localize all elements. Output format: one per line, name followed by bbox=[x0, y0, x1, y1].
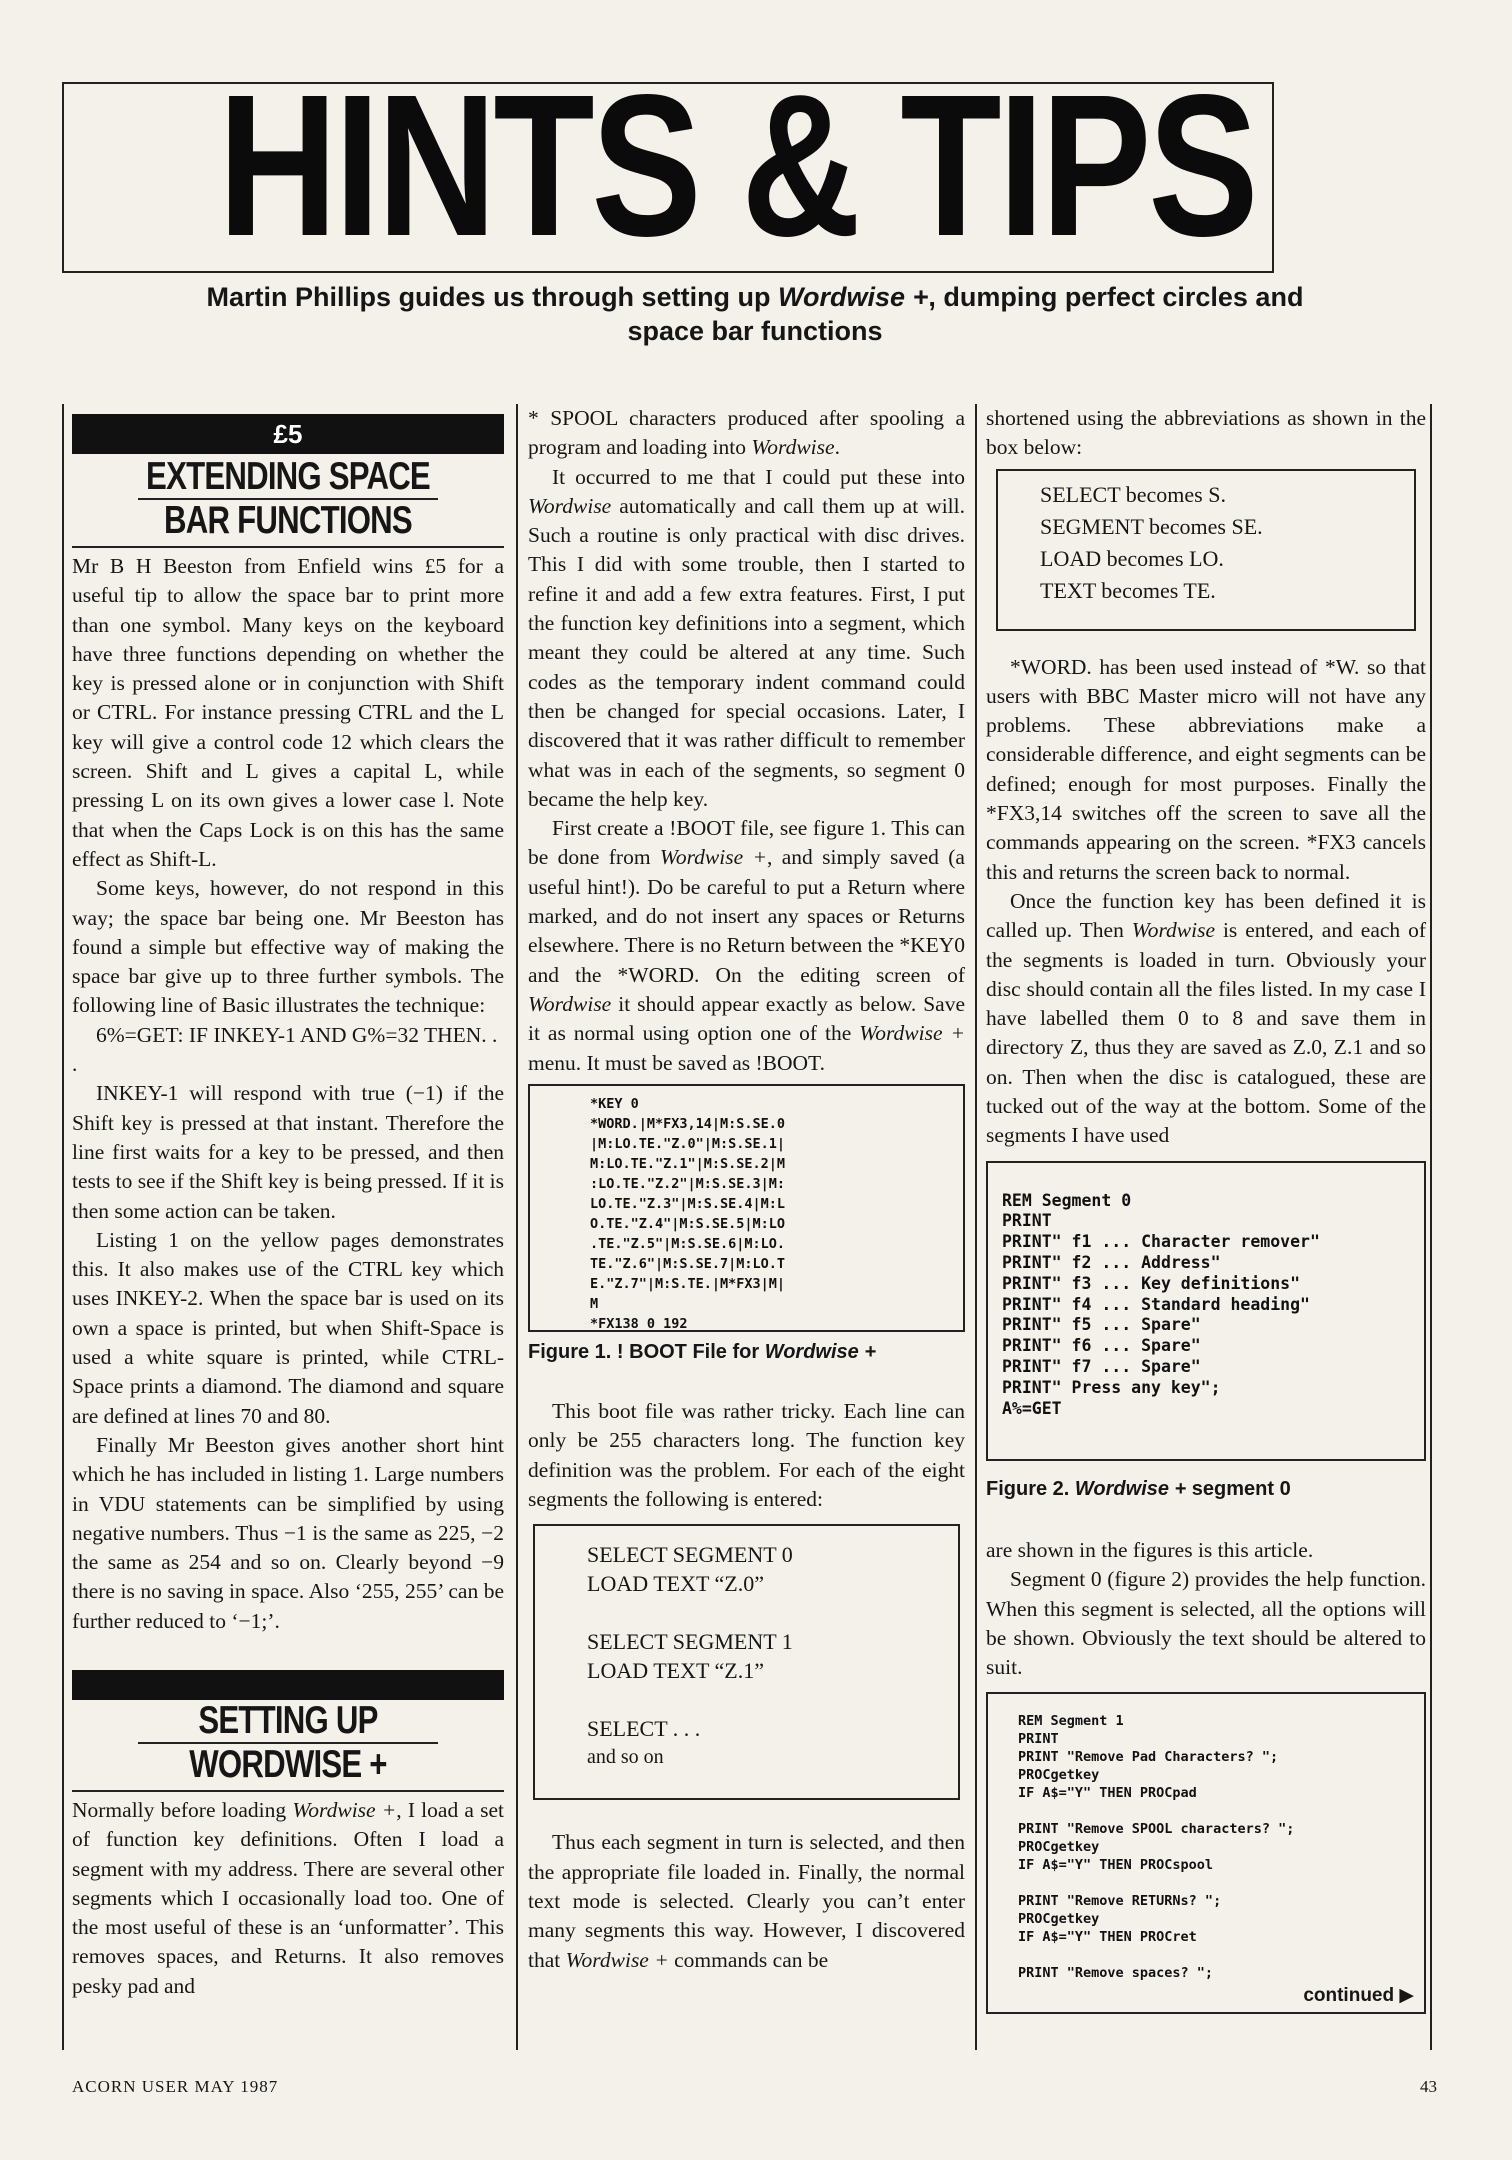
box-spacer bbox=[587, 1685, 958, 1714]
page-number: 43 bbox=[1420, 2077, 1437, 2096]
paragraph: are shown in the figures is this article. bbox=[986, 1537, 1314, 1562]
abbr-line: SEGMENT becomes SE. bbox=[1040, 513, 1263, 539]
segment-1-listing-box bbox=[986, 1692, 1426, 2014]
column-rule bbox=[516, 404, 518, 2050]
paragraph: This boot file was rather tricky. Each line can only be 255 characters long. The function key definition was the problem. For each of the eight segments the following is entered: bbox=[528, 1399, 965, 1512]
paragraph: It occurred to me that I could put these into Wordwise automatically and call them up at will. Such a routine is only practical with disc drives. This I did with some trouble, then I started to refine it and add a few extra features. First, I put the function key definitions into a segment, which meant they could be altered at any time. Such codes as the temporary indent command could then be changed for special occasions. Later, I discovered that it was rather difficult to remember what was in each of the segments, so segment 0 became the help key. bbox=[528, 464, 965, 811]
section-heading bbox=[115, 456, 461, 498]
paragraph: Finally Mr Beeston gives another short hint which he has included in listing 1. Large numbers in VDU statements can be simplified by using negative numbers. Thus −1 is the same as 225, −2 the same as 254 and so on. Clearly beyond −9 there is no saving in space. Also ‘255, 255’ can be further reduced to ‘−1;’. bbox=[72, 1432, 504, 1633]
paragraph: Normally before loading Wordwise +, I load a set of function key definitions. Often I load a segment with my address. There are several other segments which I occasionally load too. One of the most useful of these is an ‘unformatter’. This removes spaces, and Returns. It also removes pesky pad and bbox=[72, 1797, 504, 1998]
heading-rule bbox=[72, 1790, 504, 1792]
paragraph: shortened using the abbreviations as shown in the box below: bbox=[986, 406, 1426, 460]
figure-2-caption: Figure 2. Wordwise + segment 0 bbox=[986, 1477, 1291, 1500]
paragraph: Listing 1 on the yellow pages demonstrates this. It also makes use of the CTRL key which uses INKEY-2. When the space bar is used on its own a space is printed, but when Shift-Space is used a white square is printed, while CTRL-Space prints a diamond. The diamond and square are defined at lines 70 and 80. bbox=[72, 1227, 504, 1428]
abbreviations-box bbox=[996, 469, 1416, 631]
column-rule bbox=[62, 404, 64, 2050]
box-line: SELECT . . . bbox=[587, 1716, 701, 1742]
figure-1-listing: *KEY 0 *WORD.|M*FX3,14|M:S.SE.0 |M:LO.TE."Z.0"|M:S.SE.1| M:LO.TE."Z.1"|M:S.SE.2|M :LO.TE."Z.2"|M:S.SE.3|M: LO.TE."Z.3"|M:S.SE.4|M:L O.TE."Z.4"|M:S.SE.5|M:LO .TE."Z.5"|M:S.SE.6|M:LO. TE."Z.6"|M:S.SE.7|M:LO.T E."Z.7"|M:S.TE.|M*FX3|M| M *FX138 0 192 bbox=[528, 1084, 965, 1332]
column-2 bbox=[528, 404, 965, 1975]
page-title: HINTS & TIPS bbox=[218, 52, 1256, 278]
paragraph: Once the function key has been defined it is called up. Then Wordwise is entered, and each of the segments is loaded in turn. Obviously your disc should contain all the files listed. In my case I have labelled them 0 to 8 and save them in directory Z, thus they are saved as Z.0, Z.1 and so on. Then when the disc is catalogued, these are tucked out of the way at the bottom. Some of the segments I have used bbox=[986, 888, 1426, 1148]
paragraph: Mr B H Beeston from Enfield wins £5 for a useful tip to allow the space bar to print more than one symbol. Many keys on the keyboard have three functions depending on whether the key is pressed alone or in conjunction with Shift or CTRL. For instance pressing CTRL and the L key will give a control code 12 which clears the screen. Shift and L gives a capital L, while pressing L on its own gives a lower case l. Note that when the Caps Lock is on this has the same effect as Shift-L. bbox=[72, 554, 504, 871]
paragraph: Thus each segment in turn is selected, and then the appropriate file loaded in. Finally, the normal text mode is selected. Clearly you can’t enter many segments this way. However, I discovered that Wordwise + commands can be bbox=[528, 1830, 965, 1972]
prize-bar: £5 bbox=[72, 414, 504, 454]
figure-1-caption: Figure 1. ! BOOT File for Wordwise + bbox=[528, 1340, 877, 1363]
figure-2-listing: REM Segment 0 PRINT PRINT" f1 ... Character remover" PRINT" f2 ... Address" PRINT" f3 ... Key definitions" PRINT" f4 ... Standard heading" PRINT" f5 ... Spare" PRINT" f6 ... Spare" PRINT" f7 ... Spare" PRINT" Press any key"; A%=GET bbox=[986, 1161, 1426, 1461]
box-line: LOAD TEXT “Z.0” bbox=[587, 1571, 764, 1597]
heading-rule bbox=[72, 546, 504, 548]
section-heading bbox=[115, 1700, 461, 1742]
paragraph: Segment 0 (figure 2) provides the help function. When this segment is selected, all the options will be shown. Obviously the text should be altered to suit. bbox=[986, 1567, 1426, 1680]
box-line: and so on bbox=[587, 1746, 664, 1769]
paragraph: First create a !BOOT file, see figure 1. This can be done from Wordwise +, and simply saved (a useful hint!). Do be careful to put a Return where marked, and do not insert any spaces or Returns elsewhere. There is no Return between the *KEY0 and the *WORD. On the editing screen of Wordwise it should appear exactly as below. Save it as normal using option one of the Wordwise + menu. It must be saved as !BOOT. bbox=[528, 816, 965, 1075]
abbr-line: SELECT becomes S. bbox=[1040, 481, 1226, 507]
standfirst: Martin Phillips guides us through setting up Wordwise +, dumping perfect circles and space bar functions bbox=[206, 282, 1304, 346]
paragraph: * SPOOL characters produced after spooling a program and loading into Wordwise. bbox=[528, 406, 965, 460]
section-bar bbox=[72, 1670, 504, 1700]
segment-box bbox=[533, 1524, 960, 1800]
column-rule bbox=[1430, 404, 1432, 2050]
section-heading-2 bbox=[115, 1744, 461, 1786]
section-heading-2 bbox=[115, 500, 461, 542]
column-rule bbox=[975, 404, 977, 2050]
heading-line: SETTING UP bbox=[198, 1698, 378, 1742]
box-spacer bbox=[587, 1598, 958, 1627]
column-3 bbox=[986, 404, 1426, 2014]
abbr-line: TEXT becomes TE. bbox=[1040, 577, 1216, 603]
segment-1-listing: REM Segment 1 PRINT PRINT "Remove Pad Characters? "; PROCgetkey IF A$="Y" THEN PROCpad PRINT "Remove SPOOL characters? "; PROCgetkey IF A$="Y" THEN PROCspool PRINT "Remove RETURNs? "; PROCgetkey IF A$="Y" THEN PROCret PRINT "Remove spaces? "; bbox=[1018, 1713, 1295, 1982]
column-1 bbox=[72, 404, 504, 2001]
paragraph: *WORD. has been used instead of *W. so that users with BBC Master micro will not have any problems. These abbreviations make a considerable difference, and eight segments can be defined; enough for most purposes. Finally the *FX3,14 switches off the screen to save all the commands appearing on the screen. *FX3 cancels this and returns the screen back to normal. bbox=[986, 654, 1426, 884]
paragraph: INKEY-1 will respond with true (−1) if the Shift key is pressed at that instant. Therefore the line first waits for a key to be pressed, and then tests to see if the Shift key is being pressed. If it is then some action can be taken. bbox=[72, 1081, 504, 1223]
heading-line: BAR FUNCTIONS bbox=[164, 499, 412, 542]
continued-label: continued ▶ bbox=[1303, 1985, 1414, 2007]
box-line: LOAD TEXT “Z.1” bbox=[587, 1658, 764, 1684]
heading-line: EXTENDING SPACE bbox=[146, 455, 430, 498]
code-inline: 6%=GET: IF INKEY-1 AND G%=32 THEN. . . bbox=[72, 1022, 498, 1077]
paragraph: Some keys, however, do not respond in this way; the space bar being one. Mr Beeston has found a simple but effective way of making the space bar give up to three further symbols. The following line of Basic illustrates the technique: bbox=[72, 876, 504, 1018]
abbr-line: LOAD becomes LO. bbox=[1040, 545, 1224, 571]
heading-line: WORDWISE + bbox=[189, 1742, 387, 1786]
box-line: SELECT SEGMENT 1 bbox=[587, 1629, 793, 1655]
box-line: SELECT SEGMENT 0 bbox=[587, 1542, 793, 1568]
footer-publication: ACORN USER MAY 1987 bbox=[72, 2077, 279, 2096]
